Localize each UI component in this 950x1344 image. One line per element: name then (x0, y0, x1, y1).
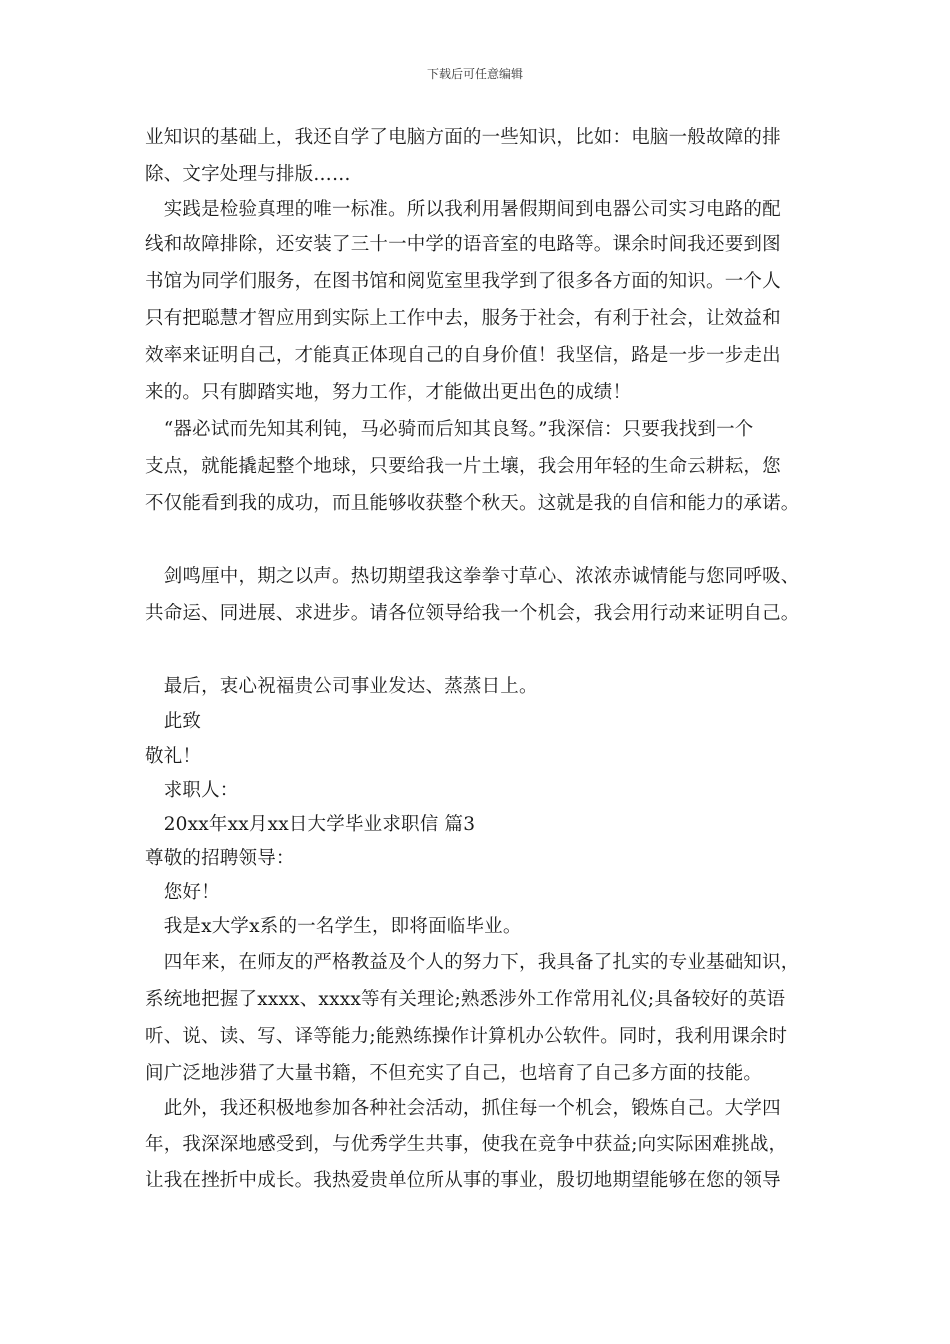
text-line: 不仅能看到我的成功，而且能够收获整个秋天。这就是我的自信和能力的承诺。 (145, 493, 800, 514)
text-line: 此致 (145, 711, 202, 732)
text-line: 听、说、读、写、译等能力;能熟练操作计算机办公软件。同时，我利用课余时 (145, 1026, 788, 1047)
text-line: 敬礼！ (145, 746, 202, 767)
text-line: 来的。只有脚踏实地，努力工作，才能做出更出色的成绩！ (145, 382, 632, 403)
text-line: 线和故障排除，还安装了三十一中学的语音室的电路等。课余时间我还要到图 (145, 234, 781, 255)
text-line: 实践是检验真理的唯一标准。所以我利用暑假期间到电器公司实习电路的配 (145, 199, 781, 220)
text-line: 业知识的基础上，我还自学了电脑方面的一些知识，比如：电脑一般故障的排 (145, 127, 781, 148)
text-line: 效率来证明自己，才能真正体现自己的自身价值！我坚信，路是一步一步走出 (145, 345, 781, 366)
text-line: 书馆为同学们服务，在图书馆和阅览室里我学到了很多各方面的知识。一个人 (145, 271, 781, 292)
text-line: 只有把聪慧才智应用到实际上工作中去，服务于社会，有利于社会，让效益和 (145, 308, 781, 329)
text-line: 剑鸣厘中，期之以声。热切期望我这拳拳寸草心、浓浓赤诚情能与您同呼吸、 (145, 566, 800, 587)
text-line: 尊敬的招聘领导： (145, 848, 295, 869)
text-line: 除、文字处理与排版…… (145, 164, 351, 185)
text-line: 我是x大学x系的一名学生，即将面临毕业。 (145, 916, 522, 937)
text-line: 您好！ (145, 882, 220, 903)
text-line: “器必试而先知其利钝，马必骑而后知其良驽。”我深信：只要我找到一个 (145, 419, 754, 440)
text-line: 年，我深深地感受到，与优秀学生共事，使我在竞争中获益;向实际困难挑战， (145, 1134, 788, 1155)
text-line: 共命运、同进展、求进步。请各位领导给我一个机会，我会用行动来证明自己。 (145, 603, 800, 624)
text-line: 支点，就能撬起整个地球，只要给我一片土壤，我会用年轻的生命云耕耘，您 (145, 456, 781, 477)
text-line: 系统地把握了xxxx、xxxx等有关理论;熟悉涉外工作常用礼仪;具备较好的英语 (145, 989, 786, 1010)
text-line: 间广泛地涉猎了大量书籍，不但充实了自己，也培育了自己多方面的技能。 (145, 1063, 763, 1084)
page-header-note: 下载后可任意编辑 (426, 67, 523, 81)
text-line: 求职人： (145, 780, 239, 801)
text-line: 20xx年xx月xx日大学毕业求职信 篇3 (145, 814, 476, 835)
text-line: 此外，我还积极地参加各种社会活动，抓住每一个机会，锻炼自己。大学四 (145, 1098, 781, 1119)
text-line: 最后，衷心祝福贵公司事业发达、蒸蒸日上。 (145, 676, 538, 697)
text-line: 让我在挫折中成长。我热爱贵单位所从事的事业，殷切地期望能够在您的领导 (145, 1170, 781, 1191)
text-line: 四年来，在师友的严格教益及个人的努力下，我具备了扎实的专业基础知识， (145, 952, 800, 973)
